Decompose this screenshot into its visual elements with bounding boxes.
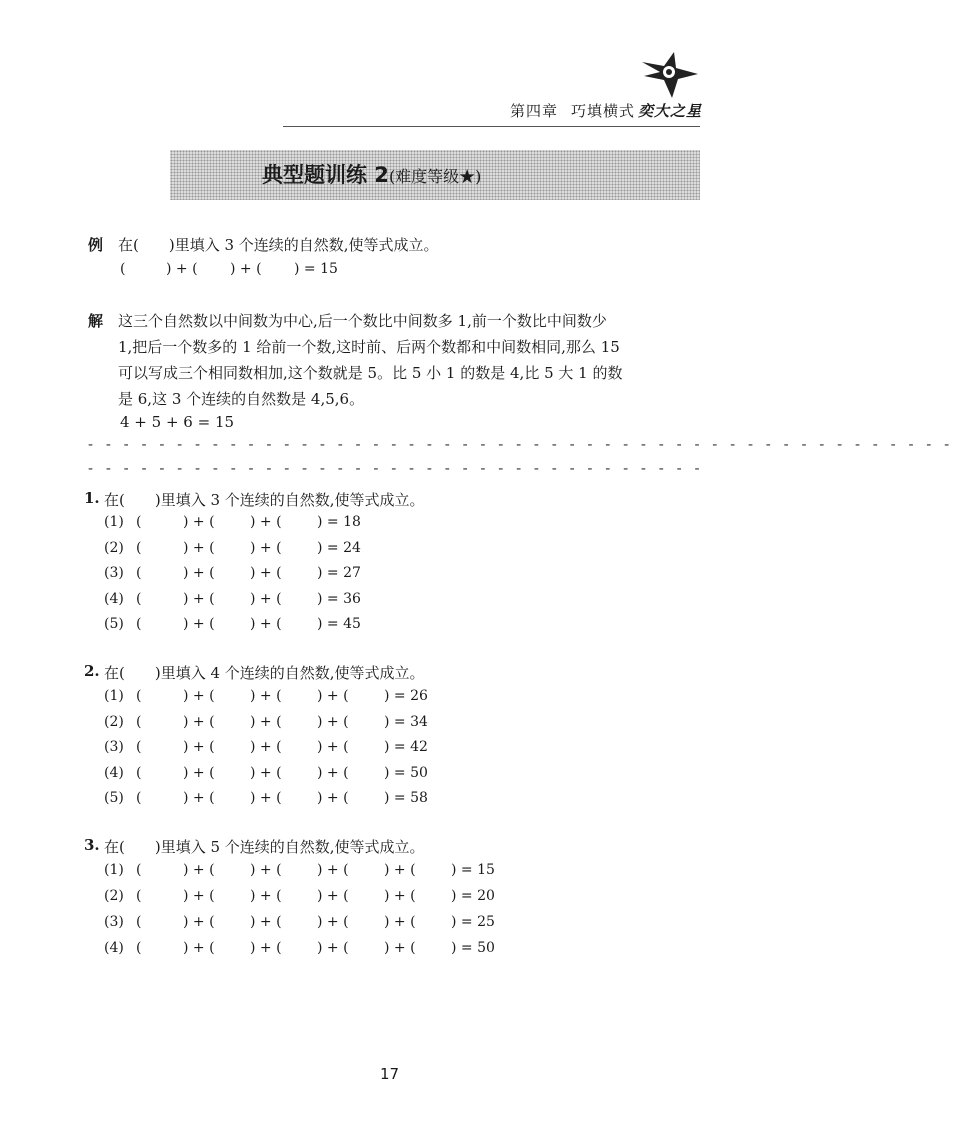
equation-part: ( [120, 261, 126, 277]
equation-part: ) = 15 [451, 862, 495, 878]
problem-text: 在( )里填入 3 个连续的自然数,使等式成立。 [104, 491, 425, 509]
equation-part: ) = 20 [451, 888, 495, 904]
dashed-divider: - - - - - - - - - - - - - - - - - - - - - - - - - - - - - - - - - - - [88, 459, 704, 477]
item-label: (3) [104, 914, 124, 930]
item-label: (2) [104, 888, 124, 904]
dashed-divider: - - - - - - - - - - - - - - - - - - - - - - - - - - - - - - - - - - - - - - - - - - - - - - - - - [88, 435, 953, 453]
solution-line: 这三个自然数以中间数为中心,后一个数比中间数多 1,前一个数比中间数少 [118, 312, 607, 330]
equation-part: ) + ( [250, 765, 282, 781]
item-label: (1) [104, 688, 124, 704]
equation-part: ) + ( [183, 862, 215, 878]
equation-part: ) + ( [250, 540, 282, 556]
example-text: 在( )里填入 3 个连续的自然数,使等式成立。 [118, 236, 439, 254]
item-label: (5) [104, 616, 124, 632]
equation-part: ) + ( [384, 940, 416, 956]
example-label: 例 [88, 236, 104, 254]
item-label: (2) [104, 714, 124, 730]
equation-part: ) + ( [250, 940, 282, 956]
item-label: (5) [104, 790, 124, 806]
equation-part: ( [136, 765, 142, 781]
equation-part: ) + ( [250, 591, 282, 607]
equation-part: ) + ( [317, 790, 349, 806]
equation-part: ( [136, 790, 142, 806]
equation-part: ) + ( [183, 914, 215, 930]
equation-part: ( [136, 714, 142, 730]
item-label: (1) [104, 862, 124, 878]
equation-part: ) + ( [250, 790, 282, 806]
equation-part: ( [136, 739, 142, 755]
header-chapter: 第四章 [510, 102, 559, 120]
equation-part: ) = 18 [317, 514, 361, 530]
equation-part: ) + ( [250, 565, 282, 581]
equation-part: ) + ( [183, 616, 215, 632]
equation-part: ) + ( [183, 940, 215, 956]
item-label: (4) [104, 591, 124, 607]
equation-part: ( [136, 914, 142, 930]
equation-part: ( [136, 940, 142, 956]
equation-part: ) + ( [183, 714, 215, 730]
equation-part: ) + ( [250, 862, 282, 878]
equation-part: ) = 58 [384, 790, 428, 806]
problem-text: 在( )里填入 4 个连续的自然数,使等式成立。 [104, 664, 425, 682]
equation-part: ) + ( [250, 688, 282, 704]
equation-part: ) = 50 [451, 940, 495, 956]
equation-part: ) + ( [250, 739, 282, 755]
page-title-main: 典型题训练 2 [262, 163, 389, 187]
equation-part: ) + ( [317, 888, 349, 904]
item-label: (4) [104, 765, 124, 781]
header-divider [283, 126, 700, 127]
equation-part: ( [136, 688, 142, 704]
equation-part: ) + ( [183, 688, 215, 704]
equation-part: ( [136, 565, 142, 581]
equation-part: ( [136, 514, 142, 530]
equation-part: ) + ( [183, 591, 215, 607]
solution-line: 可以写成三个相同数相加,这个数就是 5。比 5 小 1 的数是 4,比 5 大 1 的数 [118, 364, 623, 382]
page-title [262, 159, 481, 189]
equation-part: ) + ( [317, 914, 349, 930]
equation-part: ) + ( [166, 261, 198, 277]
solution-line: 是 6,这 3 个连续的自然数是 4,5,6。 [118, 390, 365, 408]
equation-part: ) + ( [317, 688, 349, 704]
equation-part: ) + ( [384, 914, 416, 930]
header-section: 巧填横式 [571, 102, 636, 120]
solution-label: 解 [88, 312, 104, 330]
equation-part: ) + ( [317, 765, 349, 781]
problem-number: 2. [84, 662, 100, 680]
problem-text: 在( )里填入 5 个连续的自然数,使等式成立。 [104, 838, 425, 856]
equation-part: ) = 50 [384, 765, 428, 781]
logo-text: 奕大之星 [638, 102, 703, 120]
item-label: (4) [104, 940, 124, 956]
page-number: 17 [380, 1065, 400, 1083]
equation-part: ) + ( [250, 616, 282, 632]
equation-part: ) = 34 [384, 714, 428, 730]
logo [636, 52, 703, 120]
equation-part: ) = 26 [384, 688, 428, 704]
equation-part: ( [136, 616, 142, 632]
equation-part: ) = 15 [294, 261, 338, 277]
solution-line: 1,把后一个数多的 1 给前一个数,这时前、后两个数都和中间数相同,那么 15 [118, 338, 620, 356]
equation-part: ) = 45 [317, 616, 361, 632]
equation-part: ) + ( [183, 739, 215, 755]
equation-part: ) + ( [183, 888, 215, 904]
equation-part: ) + ( [230, 261, 262, 277]
equation-part: ) = 42 [384, 739, 428, 755]
problem-number: 3. [84, 836, 100, 854]
equation-part: ( [136, 862, 142, 878]
item-label: (1) [104, 514, 124, 530]
equation-part: ) + ( [384, 888, 416, 904]
equation-part: ) + ( [183, 540, 215, 556]
problem-number: 1. [84, 489, 100, 507]
equation-part: ) + ( [317, 714, 349, 730]
equation-part: ) + ( [183, 565, 215, 581]
equation-part: ) + ( [384, 862, 416, 878]
equation-part: ) + ( [183, 514, 215, 530]
page-title-sub: (难度等级★) [388, 167, 482, 186]
item-label: (3) [104, 565, 124, 581]
equation-part: ( [136, 888, 142, 904]
item-label: (2) [104, 540, 124, 556]
equation-part: ) + ( [317, 739, 349, 755]
equation-part: ) = 27 [317, 565, 361, 581]
equation-part: ) = 25 [451, 914, 495, 930]
equation-part: ) + ( [183, 765, 215, 781]
equation-part: ) + ( [317, 940, 349, 956]
equation-part: ) + ( [250, 714, 282, 730]
equation-part: ) = 36 [317, 591, 361, 607]
equation-part: ) + ( [183, 790, 215, 806]
equation-part: ) + ( [317, 862, 349, 878]
equation-part: ( [136, 591, 142, 607]
equation-part: ) = 24 [317, 540, 361, 556]
equation-part: ( [136, 540, 142, 556]
item-label: (3) [104, 739, 124, 755]
equation-part: ) + ( [250, 888, 282, 904]
equation-part: ) + ( [250, 914, 282, 930]
equation-part: ) + ( [250, 514, 282, 530]
solution-answer: 4 + 5 + 6 = 15 [120, 413, 235, 431]
star-logo-icon [638, 52, 702, 98]
